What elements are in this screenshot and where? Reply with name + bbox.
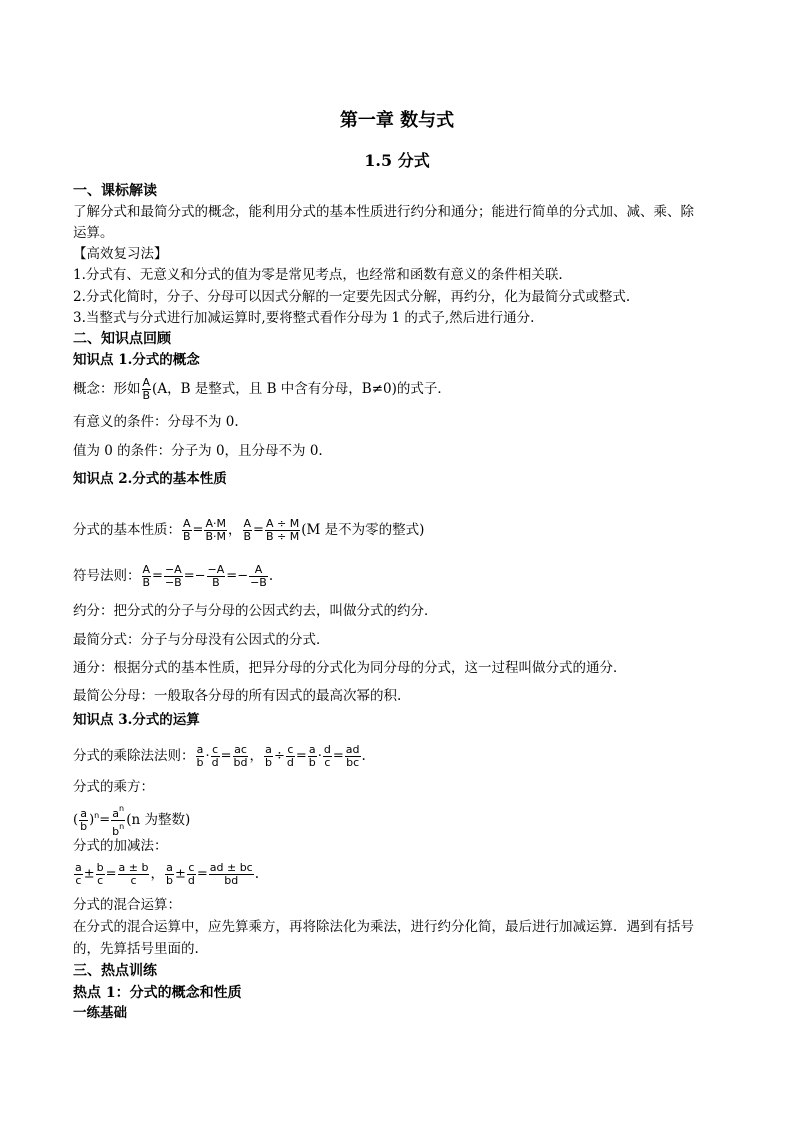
mixed-label: 分式的混合运算：: [73, 897, 181, 913]
numerator: [111, 803, 125, 821]
denominator: b: [308, 756, 316, 769]
comma: ，: [228, 522, 242, 538]
fraction: [182, 518, 192, 543]
section-title: 1.5 分式: [364, 151, 430, 170]
addsub-line: [73, 858, 259, 890]
numerator: A: [183, 517, 191, 530]
denominator: c: [324, 756, 331, 769]
power-note: (n 为整数): [126, 812, 191, 828]
concept-prefix: 概念：形如: [73, 381, 141, 397]
fraction: [265, 518, 300, 543]
zero-condition: 值为 0 的条件：分子为 0，且分母不为 0.: [73, 443, 323, 459]
equals-sign: =: [99, 812, 111, 828]
comma: ，: [150, 866, 164, 882]
fraction: [187, 862, 196, 887]
numerator: a: [166, 861, 173, 874]
fraction: [308, 744, 317, 769]
fraction: [164, 564, 183, 589]
numerator: c: [188, 861, 195, 874]
denominator: d: [187, 874, 195, 887]
equals-sign: =: [105, 866, 117, 882]
denominator: c: [97, 874, 104, 887]
muldiv-label: 分式的乘除法法则：: [73, 748, 195, 764]
power-line: [73, 800, 191, 838]
denominator: d: [211, 756, 219, 769]
fraction: [286, 744, 295, 769]
equals-sign: =: [196, 866, 208, 882]
denominator: −B: [164, 576, 182, 589]
numerator: c: [287, 743, 294, 756]
equals-sign: =: [226, 568, 238, 584]
equals-sign: =: [192, 522, 204, 538]
period: .: [268, 568, 274, 584]
numerator: −A: [207, 563, 225, 576]
sign-rule-line: [73, 558, 273, 594]
fraction: [118, 862, 150, 887]
denominator: c: [75, 874, 82, 887]
exponent: n: [94, 811, 100, 820]
denominator: b: [264, 756, 272, 769]
denominator: B: [142, 389, 151, 402]
equals-sign: =: [183, 568, 195, 584]
fraction-a-over-b: [142, 377, 152, 402]
fraction: [142, 564, 152, 589]
sign-rule-label: 符号法则：: [73, 568, 141, 584]
common-denominator-definition: 通分：根据分式的基本性质，把异分母的分式化为同分母的分式，这一过程叫做分式的通分．: [73, 660, 627, 676]
basic-property-label: 分式的基本性质：: [73, 522, 181, 538]
fraction: [209, 862, 254, 887]
fraction: [74, 862, 83, 887]
method-item: 3.当整式与分式进行加减运算时,要将整式看作分母为 1 的式子,然后进行通分.: [73, 310, 535, 326]
fraction: [243, 518, 253, 543]
heading-3: 三、热点训练: [73, 963, 157, 979]
divide-sign: ÷: [273, 748, 285, 764]
numerator: ad ± bc: [209, 861, 253, 874]
minus-sign: −: [237, 568, 249, 584]
numerator: ad: [345, 743, 360, 756]
numerator: A·M: [205, 517, 226, 530]
denominator: B ÷ M: [265, 530, 300, 543]
base: b: [112, 825, 120, 838]
practice-title: 一练基础: [73, 1005, 127, 1021]
denominator: −B: [250, 576, 267, 589]
equals-sign: =: [152, 568, 163, 584]
fraction: [207, 564, 226, 589]
equals-sign: =: [332, 748, 344, 764]
left-paren: (: [73, 812, 79, 828]
chapter-title: 第一章 数与式: [339, 110, 455, 131]
denominator: B: [142, 576, 151, 589]
numerator: A: [142, 563, 151, 576]
times-sign: ·: [317, 748, 322, 764]
reduce-definition: 约分：把分式的分子与分母的公因式约去，叫做分式的约分．: [73, 603, 438, 619]
addsub-label: 分式的加减法：: [73, 838, 168, 854]
numerator: −A: [164, 563, 182, 576]
basic-property-line: [73, 512, 424, 548]
exponent: n: [118, 804, 125, 813]
numerator: a: [308, 743, 316, 756]
method-item: 2.分式化简时，分子、分母可以因式分解的一定要先因式分解，再约分，化为最简分式或整式.: [73, 289, 631, 305]
muldiv-line: [73, 740, 366, 772]
denominator: B: [183, 530, 191, 543]
fraction: [165, 862, 174, 887]
exponent: n: [119, 822, 125, 831]
knowledge-title-1: 知识点 1.分式的概念: [73, 352, 200, 368]
equals-sign: =: [295, 748, 307, 764]
simplest-definition: 最简分式：分子与分母没有公因式的分式．: [73, 632, 330, 648]
lcd-definition: 最简公分母：一般取各分母的所有因式的最高次幂的积.: [73, 688, 402, 704]
fraction: [204, 518, 227, 543]
numerator: a: [265, 743, 272, 756]
times-sign: ·: [205, 748, 210, 764]
numerator: A: [243, 517, 252, 530]
denominator: B: [212, 576, 220, 589]
denominator: b: [80, 820, 88, 833]
numerator: d: [323, 743, 331, 756]
denominator: B: [243, 530, 252, 543]
plus-minus-sign: ±: [83, 866, 95, 882]
numerator: a ± b: [118, 861, 149, 874]
denominator: [111, 821, 125, 838]
numerator: A: [249, 564, 268, 577]
numerator: b: [96, 861, 104, 874]
denominator: bd: [233, 756, 248, 769]
numerator: a: [80, 807, 87, 820]
fraction: [79, 808, 88, 833]
fraction: [111, 803, 125, 838]
hot-topic-title: 热点 1：分式的概念和性质: [73, 985, 242, 1001]
knowledge-title-3: 知识点 3.分式的运算: [73, 712, 200, 728]
fraction: [323, 744, 332, 769]
concept-suffix: (A，B 是整式，且 B 中含有分母，B≠0)的式子．: [152, 381, 451, 397]
equals-sign: =: [253, 522, 264, 538]
fraction: [249, 564, 268, 589]
denominator: d: [286, 756, 294, 769]
method-item: 1.分式有、无意义和分式的值为零是常见考点，也经常和函数有意义的条件相关联.: [73, 267, 563, 283]
heading-2: 二、知识点回顾: [73, 331, 171, 347]
numerator: c: [212, 743, 219, 756]
numerator: a: [196, 743, 204, 756]
mixed-line: 在分式的混合运算中，应先算乘方，再将除法化为乘法，进行约分化简，最后进行加减运算．遇到有括号: [73, 919, 694, 935]
numerator: a: [75, 861, 82, 874]
mixed-line: 的，先算括号里面的.: [73, 941, 199, 957]
denominator: c: [130, 874, 137, 887]
period: .: [361, 748, 366, 764]
denominator: b: [165, 874, 173, 887]
fraction: [345, 744, 361, 769]
method-title: 【高效复习法】: [73, 246, 168, 262]
denominator: b: [196, 756, 204, 769]
numerator: A: [142, 376, 151, 389]
basic-property-note: (M 是不为零的整式): [301, 522, 425, 538]
plus-minus-sign: ±: [174, 866, 186, 882]
denominator: bc: [346, 756, 360, 769]
period: .: [254, 866, 260, 882]
paragraph-line: 运算。: [73, 225, 114, 241]
fraction: [96, 862, 105, 887]
knowledge-title-2: 知识点 2.分式的基本性质: [73, 471, 227, 487]
paragraph-line: 了解分式和最简分式的概念，能利用分式的基本性质进行约分和通分；能进行简单的分式加、减、乘、除: [73, 204, 694, 220]
minus-sign: −: [194, 568, 206, 584]
denominator: B·M: [205, 530, 226, 543]
power-label: 分式的乘方：: [73, 779, 154, 795]
equals-sign: =: [220, 748, 232, 764]
fraction: [233, 744, 249, 769]
fraction: [196, 744, 205, 769]
comma: ，: [249, 748, 263, 764]
numerator: A ÷ M: [265, 517, 300, 530]
concept-line: [73, 374, 451, 404]
fraction: [211, 744, 220, 769]
meaningful-condition: 有意义的条件：分母不为 0.: [73, 414, 239, 430]
right-paren: ): [89, 812, 95, 828]
fraction: [264, 744, 273, 769]
heading-1: 一、课标解读: [73, 183, 157, 199]
base: a: [112, 807, 119, 820]
denominator: bd: [224, 874, 239, 887]
numerator: ac: [234, 743, 247, 756]
